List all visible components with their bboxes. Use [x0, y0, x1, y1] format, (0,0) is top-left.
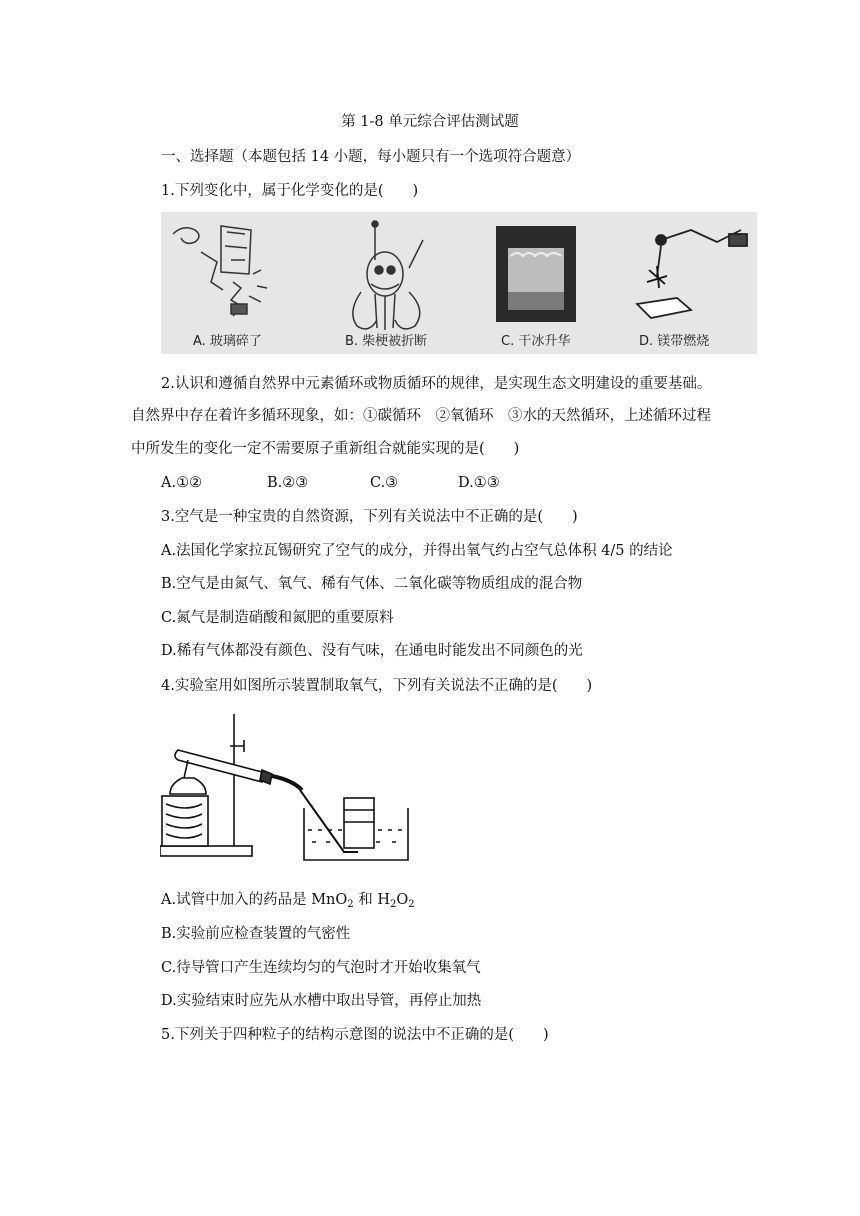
magnesium-burning-illustration: [637, 230, 747, 318]
dry-ice-illustration: [496, 226, 576, 322]
q1-caption-d: D. 镁带燃烧: [639, 334, 710, 349]
q1-stem: 1.下列变化中，属于化学变化的是( ): [161, 183, 419, 199]
q3-option-c: C.氮气是制造硝酸和氮肥的重要原料: [161, 610, 394, 626]
q3-option-d: D.稀有气体都没有颜色、没有气味，在通电时能发出不同颜色的光: [161, 643, 583, 659]
q4-option-d: D.实验结束时应先从水槽中取出导管，再停止加热: [161, 993, 482, 1009]
q4-option-b: B.实验前应检查装置的气密性: [161, 926, 351, 942]
matchstick-illustration: [353, 221, 423, 330]
q2-line2: 自然界中存在着许多循环现象，如：①碳循环 ②氧循环 ③水的天然循环，上述循环过程: [131, 408, 711, 424]
q2-line1: 2.认识和遵循自然界中元素循环或物质循环的规律，是实现生态文明建设的重要基础。: [161, 376, 712, 392]
q1-figure: [161, 212, 757, 354]
q2-option-d: D.①③: [458, 475, 500, 491]
q3-option-a: A.法国化学家拉瓦锡研究了空气的成分，并得出氧气约占空气总体积 4/5 的结论: [161, 543, 673, 559]
q2-option-a: A.①②: [161, 475, 203, 491]
q5-stem: 5.下列关于四种粒子的结构示意图的说法中不正确的是( ): [161, 1027, 549, 1043]
broken-glass-illustration: [173, 226, 267, 316]
q4-stem: 4.实验室用如图所示装置制取氧气，下列有关说法不正确的是( ): [161, 678, 593, 694]
oxygen-apparatus-figure: [160, 710, 410, 865]
page-title: 第 1-8 单元综合评估测试题: [341, 114, 519, 130]
q1-caption-b: B. 柴梗被折断: [345, 334, 428, 349]
q1-caption-a: A. 玻璃碎了: [193, 334, 262, 349]
q2-option-c: C.③: [370, 475, 399, 491]
q2-line3: 中所发生的变化一定不需要原子重新组合就能实现的是( ): [131, 441, 520, 457]
q2-option-b: B.②③: [267, 475, 309, 491]
q4-option-c: C.待导管口产生连续均匀的气泡时才开始收集氧气: [161, 960, 481, 976]
q3-stem: 3.空气是一种宝贵的自然资源，下列有关说法中不正确的是( ): [161, 509, 578, 525]
q1-caption-c: C. 干冰升华: [501, 334, 571, 349]
q3-option-b: B.空气是由氮气、氧气、稀有气体、二氧化碳等物质组成的混合物: [161, 576, 583, 592]
section-heading: 一、选择题（本题包括 14 小题，每小题只有一个选项符合题意）: [161, 149, 581, 165]
q4-option-a: A.试管中加入的药品是 MnO$_2$ 和 $H_2O_2$: [161, 892, 415, 910]
